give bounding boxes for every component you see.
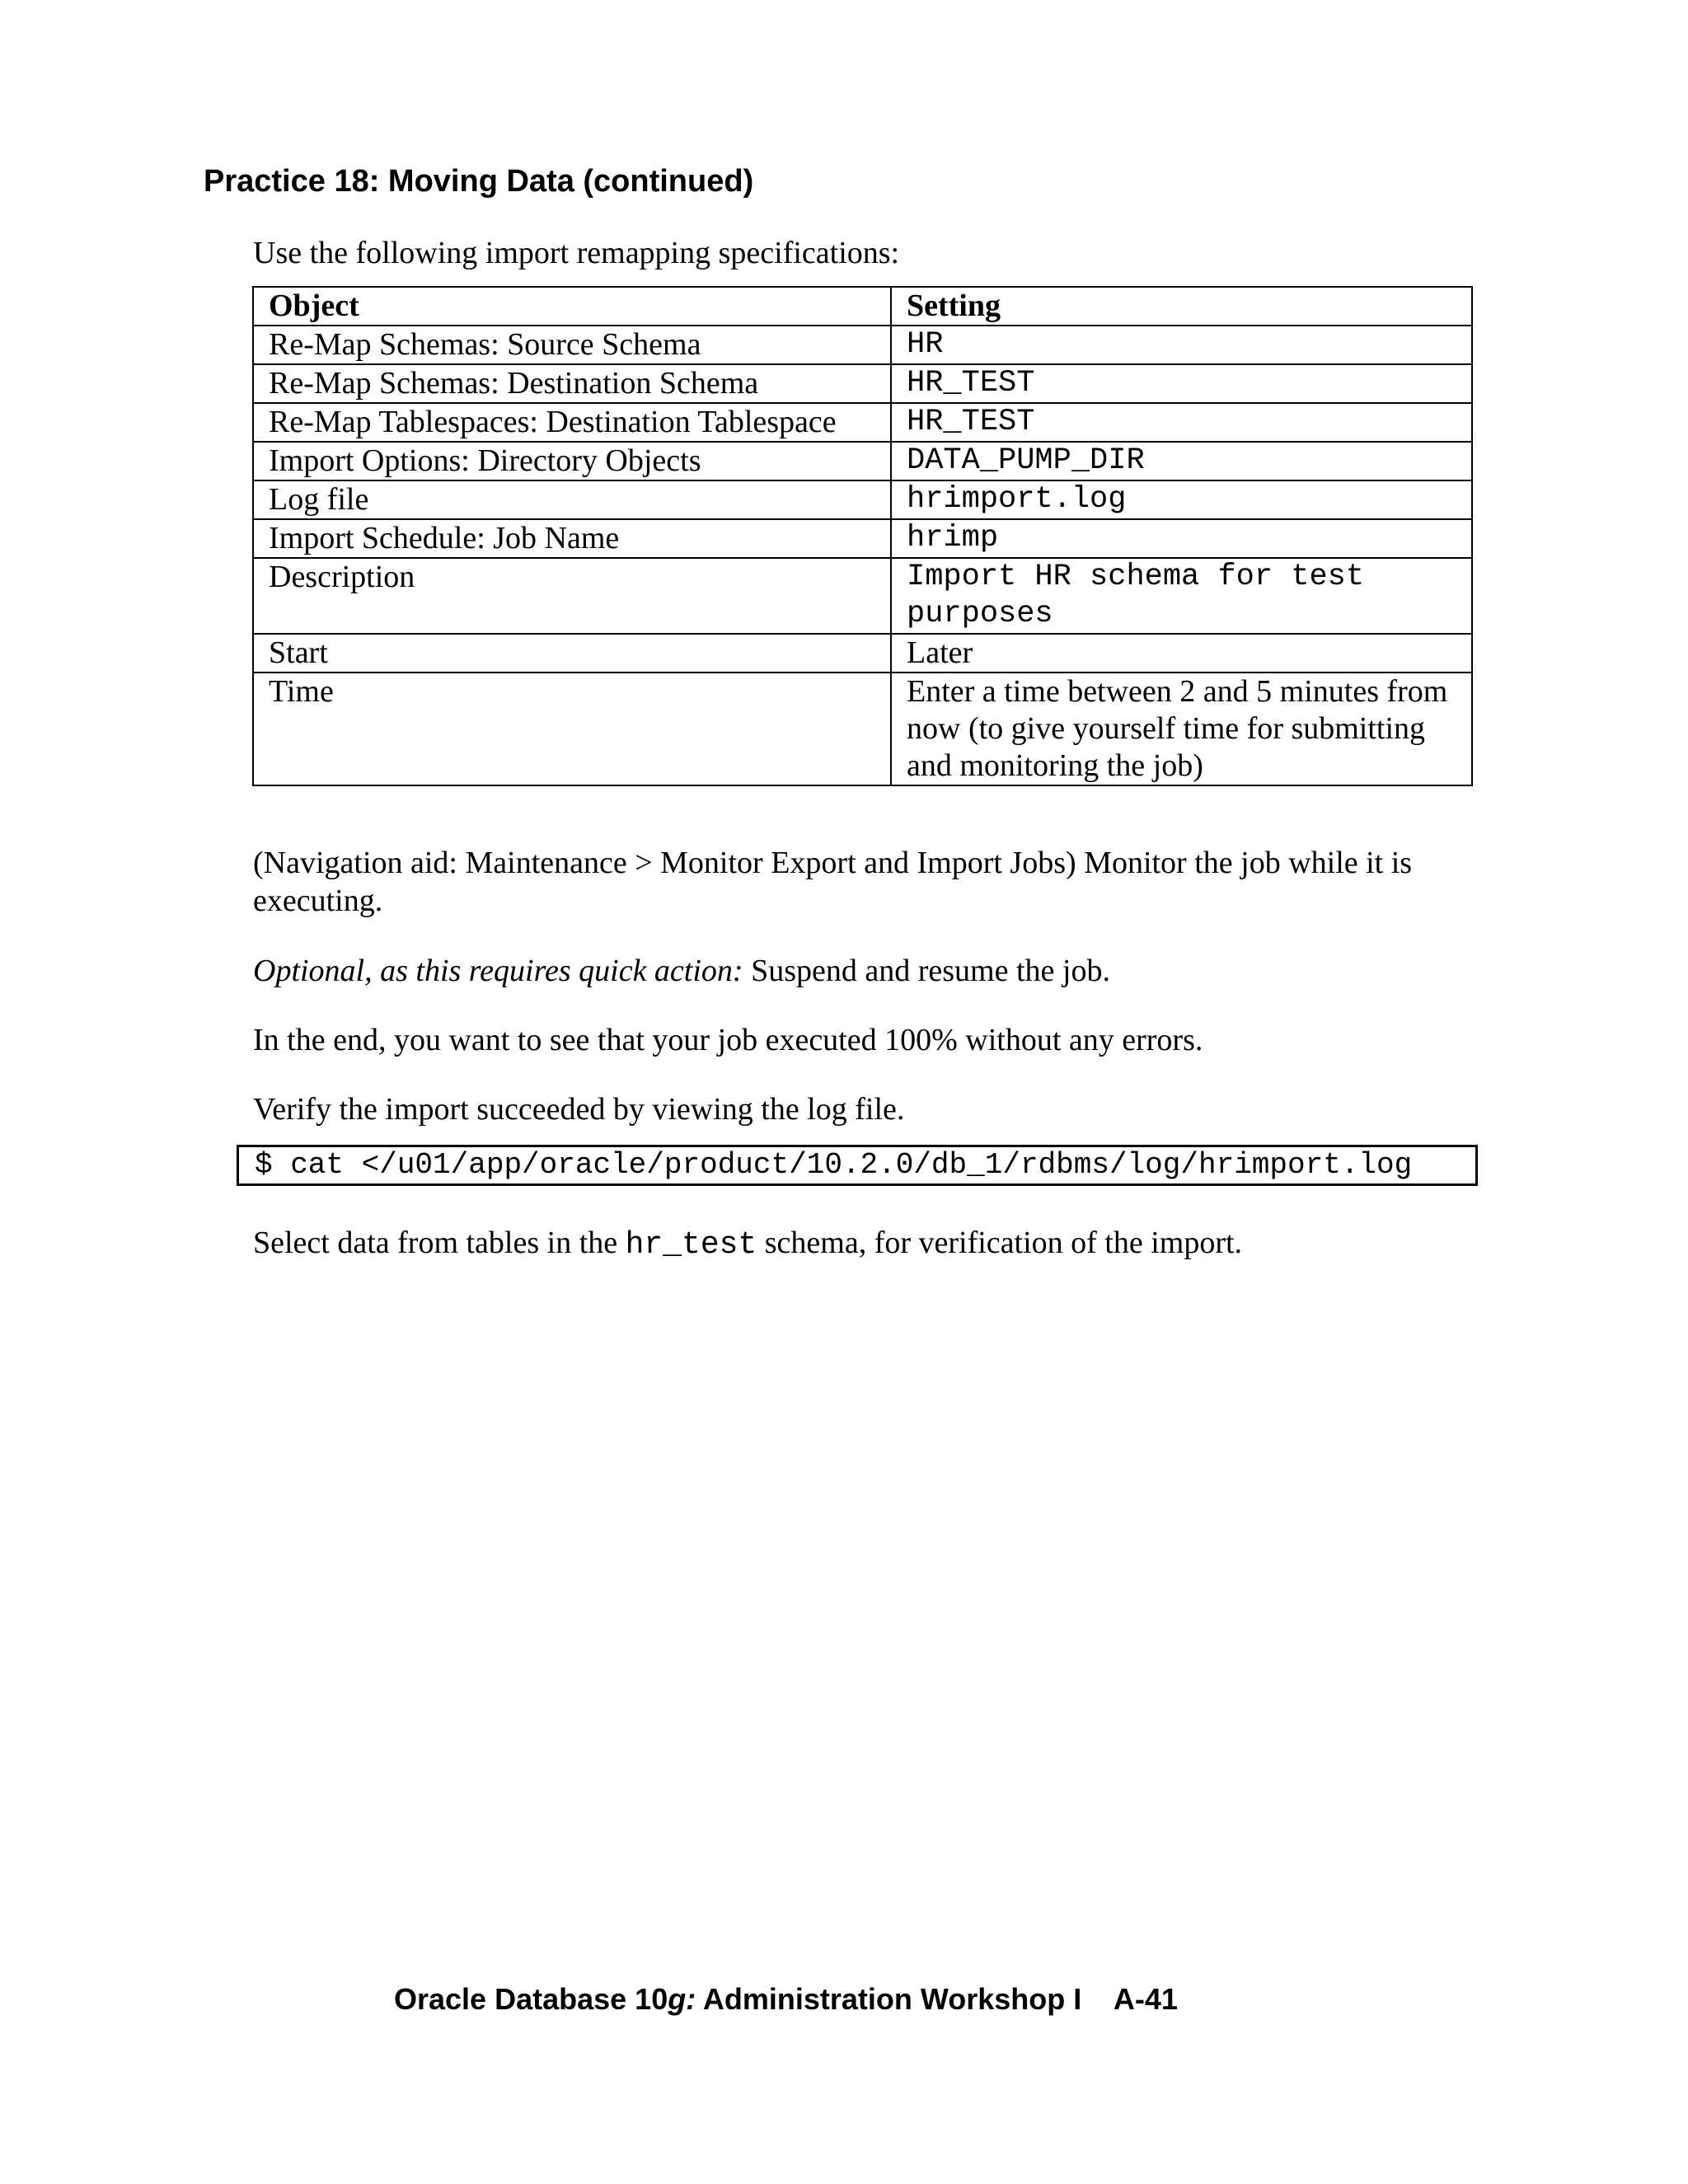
- table-row: [253, 403, 1472, 442]
- setting-cell: Enter a time between 2 and 5 minutes from now (to give yourself time for submitting and monitoring the job): [891, 673, 1472, 785]
- optional-step-text: [253, 952, 1448, 990]
- remapping-spec-table: [252, 286, 1473, 786]
- setting-cell: hrimport.log: [891, 480, 1472, 519]
- navigation-aid-text: (Navigation aid: Maintenance > Monitor Export and Import Jobs) Monitor the job while it is executing.: [253, 846, 1413, 918]
- object-cell: Time: [253, 673, 891, 785]
- object-cell: Import Options: Directory Objects: [253, 442, 891, 480]
- header-object: Object: [253, 287, 891, 326]
- footer-prefix: Oracle Database 10: [394, 1982, 668, 2016]
- table-row: [253, 326, 1472, 364]
- object-cell: Start: [253, 634, 891, 673]
- table-row: [253, 364, 1472, 403]
- intro-text: Use the following import remapping specifications:: [253, 236, 900, 270]
- object-cell: Re-Map Schemas: Destination Schema: [253, 364, 891, 403]
- page-footer: [394, 1980, 1178, 2018]
- footer-italic: g:: [668, 1982, 696, 2016]
- setting-cell: HR: [891, 326, 1472, 364]
- select-note-before: Select data from tables in the: [253, 1226, 626, 1260]
- object-cell: Re-Map Tablespaces: Destination Tablespace: [253, 403, 891, 442]
- optional-italic-lead: Optional, as this requires quick action:: [253, 954, 743, 988]
- select-note-text: [253, 1224, 1448, 1264]
- page-title: Practice 18: Moving Data (continued): [204, 164, 754, 199]
- footer-page-number: A-41: [1113, 1982, 1178, 2016]
- verify-text: Verify the import succeeded by viewing the log file.: [253, 1092, 905, 1127]
- setting-cell: HR_TEST: [891, 403, 1472, 442]
- setting-cell: HR_TEST: [891, 364, 1472, 403]
- table-header-row: [253, 287, 1472, 326]
- setting-cell: DATA_PUMP_DIR: [891, 442, 1472, 480]
- header-setting: Setting: [891, 287, 1472, 326]
- table-row: [253, 442, 1472, 480]
- command-code-box: $ cat </u01/app/oracle/product/10.2.0/db_1/rdbms/log/hrimport.log: [237, 1145, 1478, 1186]
- object-cell: Description: [253, 558, 891, 634]
- table-row: [253, 634, 1472, 673]
- object-cell: Log file: [253, 480, 891, 519]
- setting-cell: hrimp: [891, 519, 1472, 558]
- table-row: [253, 519, 1472, 558]
- object-cell: Re-Map Schemas: Source Schema: [253, 326, 891, 364]
- footer-suffix: Administration Workshop I: [696, 1982, 1082, 2016]
- setting-cell: Import HR schema for test purposes: [891, 558, 1472, 634]
- schema-name-code: hr_test: [625, 1227, 757, 1263]
- table-row: [253, 480, 1472, 519]
- optional-step-body: Suspend and resume the job.: [743, 954, 1110, 988]
- table-row: [253, 673, 1472, 785]
- object-cell: Import Schedule: Job Name: [253, 519, 891, 558]
- select-note-after: schema, for verification of the import.: [757, 1226, 1243, 1260]
- table-row: [253, 558, 1472, 634]
- end-note-text: In the end, you want to see that your job executed 100% without any errors.: [253, 1023, 1203, 1057]
- setting-cell: Later: [891, 634, 1472, 673]
